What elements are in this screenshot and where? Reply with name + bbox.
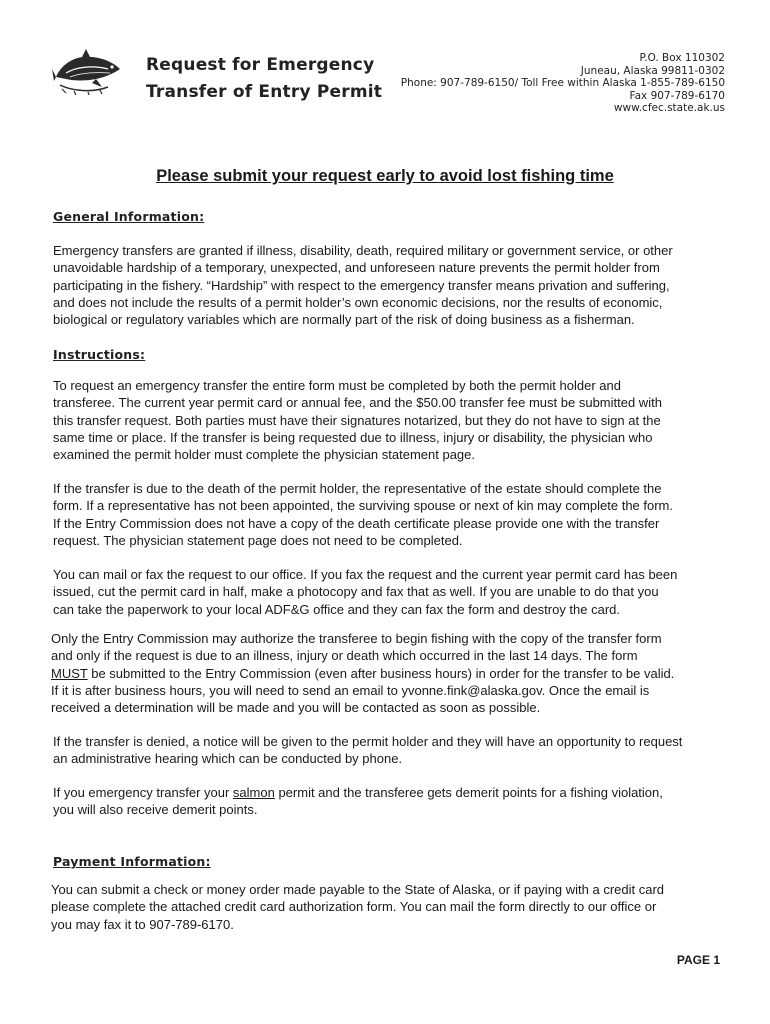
text-line [51,665,731,682]
text-line: received a determination will be made and you will be contacted as soon as possible. [51,700,541,716]
text-line: Only the Entry Commission may authorize the transferee to begin fishing with the copy of the transfer form [51,631,662,646]
text-line: transferee. The current year permit card or annual fee, and the $50.00 transfer fee must be submitted with [53,395,662,411]
contact-phone: Phone: 907-789-6150/ Toll Free within Alaska 1-855-789-6150 [400,77,725,90]
text-line: If the Entry Commission does not have a copy of the death certificate please provide one with the transfer [53,515,660,531]
text-line: Emergency transfers are granted if illness, disability, death, required military or government service, or other [53,243,673,258]
text-line: To request an emergency transfer the entire form must be completed by both the permit holder and [53,378,621,393]
instructions-paragraph-2 [53,480,733,549]
text-line: you will also receive demerit points. [53,802,258,818]
contact-city: Juneau, Alaska 99811-0302 [580,64,725,77]
text-line: You can submit a check or money order made payable to the State of Alaska, or if paying with a credit card [51,882,665,897]
payment-info-text [51,881,731,933]
text-span: be submitted to the Entry Commission (even after business hours) in order for the transfer to be valid. [87,665,675,681]
text-line: You can mail or fax the request to our office. If you fax the request and the current year permit card has been [53,567,678,582]
text-span: permit and the transferee gets demerit points for a fishing violation, [274,785,663,800]
headline: Please submit your request early to avoid lost fishing time [156,167,614,185]
instructions-paragraph-3 [53,566,733,618]
instructions-paragraph-5 [53,733,733,768]
instructions-heading: Instructions: [53,347,146,362]
text-line: an administrative hearing which can be conducted by phone. [53,751,403,767]
text-line: please complete the attached credit card authorization form. You can mail the form directly to our office or [51,899,657,915]
text-line: If the transfer is denied, a notice will be given to the permit holder and they will have an opportunity to request [53,734,683,749]
contact-fax: Fax 907-789-6170 [629,89,725,102]
text-line: issued, cut the permit card in half, make a photocopy and fax that as well. If you are unable to do that you [53,584,659,600]
instructions-paragraph-6 [53,784,733,819]
text-line: form. If a representative has not been appointed, the surviving spouse or next of kin may complete the form. [53,498,674,514]
text-line: you may fax it to 907-789-6170. [51,916,234,932]
text-line [53,784,733,801]
contact-po-box: P.O. Box 110302 [639,52,725,64]
text-line: participating in the fishery. “Hardship” with respect to the emergency transfer means privation and suffering, [53,277,670,293]
general-info-text [53,242,733,328]
text-span: If you emergency transfer your [53,785,233,800]
text-line: can take the paperwork to your local ADF&G office and they can fax the form and destroy the card. [53,601,621,617]
text-line: request. The physician statement page does not need to be completed. [53,532,463,548]
text-line: and only if the request is due to an illness, injury or death which occurred in the last 14 days. The form [51,648,638,664]
text-line: and does not include the results of a permit holder’s own economic decisions, nor the results of economic, [53,294,663,310]
form-title [146,52,382,106]
text-line: If it is after business hours, you will need to send an email to yvonne.fink@alaska.gov. Once the email is [51,682,650,698]
title-line-2: Transfer of Entry Permit [146,82,383,102]
salmon-emphasis: salmon [232,785,275,800]
general-info-heading: General Information: [53,209,205,224]
instructions-paragraph-1 [53,377,733,463]
page-number: PAGE 1 [676,953,720,967]
title-line-1: Request for Emergency [146,55,375,75]
instructions-paragraph-4 [51,630,731,716]
must-emphasis: MUST [51,665,88,681]
text-line: examined the permit holder must complete the physician statement page. [53,447,476,463]
text-line: same time or place. If the transfer is being requested due to illness, injury or disability, the physician who [53,429,653,445]
text-line: biological or regulatory variables which are normally part of the risk of doing business as a fisherman. [53,312,635,328]
payment-info-heading: Payment Information: [53,854,211,869]
text-line: If the transfer is due to the death of the permit holder, the representative of the estate should complete the [53,481,662,496]
contact-block [401,52,725,115]
contact-website: www.cfec.state.ak.us [613,102,725,115]
fish-logo-icon [52,47,124,95]
text-line: this transfer request. Both parties must have their signatures notarized, but they do not have to sign at the [53,412,661,428]
text-line: unavoidable hardship of a temporary, unexpected, and unforeseen nature prevents the permit holder from [53,260,660,276]
